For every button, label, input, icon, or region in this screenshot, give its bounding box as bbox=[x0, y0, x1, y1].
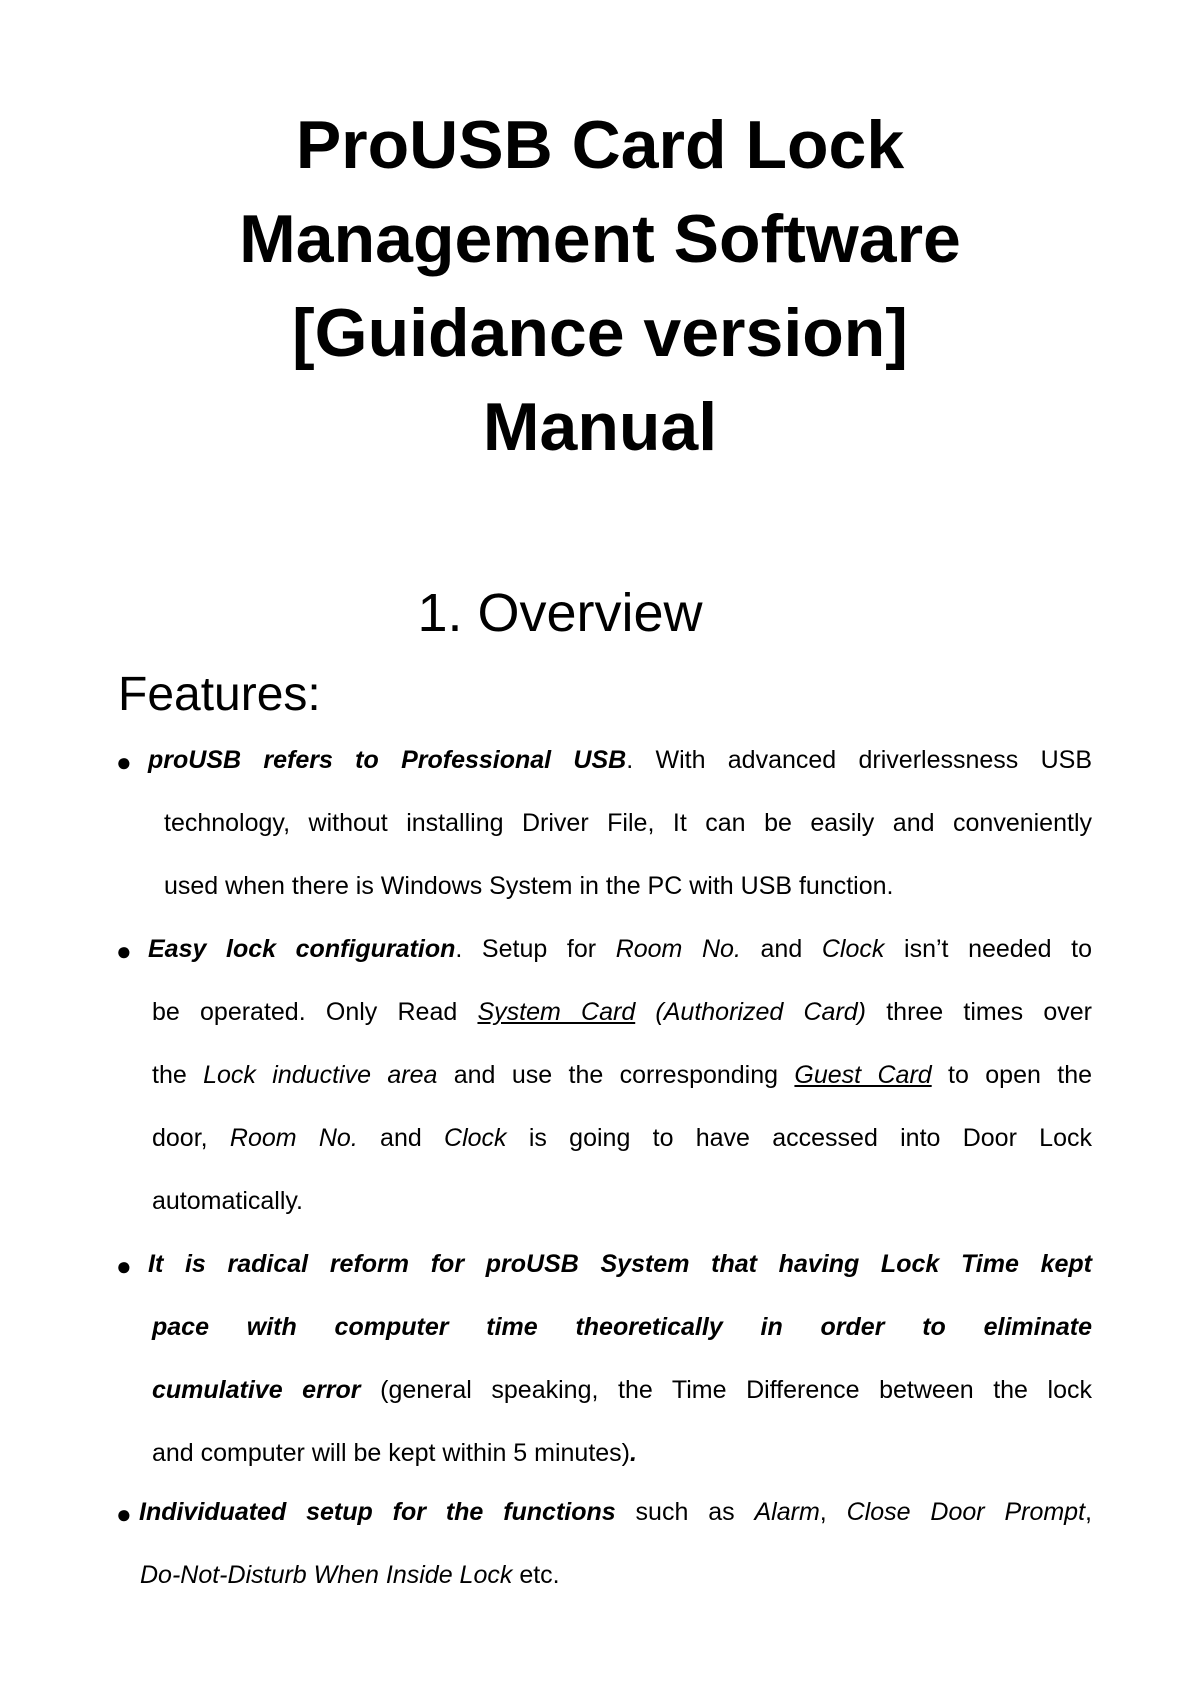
text-segment: such as bbox=[615, 1498, 755, 1526]
bullet-3-line-1 bbox=[148, 1244, 1092, 1284]
text-segment: is going to have accessed into Door Lock bbox=[506, 1124, 1092, 1152]
text-segment: used when there is Windows System in the PC with USB function. bbox=[164, 872, 894, 900]
features-subheading: Features: bbox=[118, 668, 321, 721]
text-segment: isn’t needed to bbox=[884, 935, 1092, 963]
title-line: ProUSB Card Lock bbox=[295, 107, 905, 183]
text-segment: Alarm bbox=[754, 1498, 820, 1526]
text-segment: Do-Not-Disturb When Inside Lock bbox=[140, 1561, 513, 1589]
text-segment: etc. bbox=[512, 1561, 560, 1589]
text-segment: , bbox=[1085, 1498, 1092, 1526]
text-segment: . Setup for bbox=[455, 935, 616, 963]
text-segment: Room No. bbox=[229, 1124, 358, 1152]
text-segment: and bbox=[740, 935, 822, 963]
text-segment: Lock inductive area bbox=[203, 1061, 438, 1089]
text-segment: automatically. bbox=[152, 1187, 303, 1215]
text-segment: Clock bbox=[444, 1124, 507, 1152]
text-segment: be operated. Only Read bbox=[152, 998, 478, 1026]
text-segment: three times over bbox=[866, 998, 1092, 1026]
bullet-2-line-1 bbox=[148, 929, 1092, 969]
text-segment: pace with computer time theoretically in order to eliminate bbox=[152, 1313, 1092, 1341]
bullet-4-line-2 bbox=[140, 1555, 560, 1595]
text-segment: , bbox=[819, 1498, 847, 1526]
bullet-icon: ● bbox=[116, 936, 132, 966]
text-segment: (general speaking, the Time Difference between the lock bbox=[360, 1376, 1092, 1404]
bullet-3-line-2 bbox=[152, 1307, 1092, 1347]
bullet-1-line-1 bbox=[148, 740, 1092, 780]
text-segment: Clock bbox=[821, 935, 885, 963]
bullet-icon: ● bbox=[116, 747, 132, 777]
bullet-3-line-4 bbox=[152, 1433, 637, 1473]
bullet-1-line-2 bbox=[164, 803, 1092, 843]
text-segment: and computer will be kept within 5 minutes) bbox=[152, 1439, 631, 1467]
text-segment: (Authorized Card) bbox=[635, 998, 867, 1026]
text-segment: and bbox=[357, 1124, 445, 1152]
text-segment: Close Door Prompt bbox=[846, 1498, 1086, 1526]
text-segment: cumulative error bbox=[152, 1376, 361, 1404]
text-segment: It is radical reform for proUSB System that having Lock Time kept bbox=[148, 1250, 1092, 1278]
text-segment: proUSB refers to Professional USB bbox=[148, 746, 627, 774]
title-line: [Guidance version] bbox=[292, 295, 908, 371]
bullet-icon: ● bbox=[116, 1499, 132, 1529]
bullet-icon: ● bbox=[116, 1251, 132, 1281]
text-segment: the bbox=[152, 1061, 204, 1089]
text-segment: door, bbox=[152, 1124, 230, 1152]
bullet-2-line-3 bbox=[152, 1055, 1092, 1095]
text-segment: Room No. bbox=[615, 935, 741, 963]
text-segment: . With advanced driverlessness USB bbox=[626, 746, 1092, 774]
bullet-1-line-3 bbox=[164, 866, 894, 906]
text-segment: Easy lock configuration bbox=[148, 935, 456, 963]
section-heading: 1. Overview bbox=[417, 583, 703, 643]
text-segment: to open the bbox=[931, 1061, 1093, 1089]
text-segment: technology, without installing Driver File, It can be easily and conveniently bbox=[164, 809, 1092, 837]
text-segment: and use the corresponding bbox=[437, 1061, 795, 1089]
bullet-2-line-4 bbox=[152, 1118, 1092, 1158]
title-line: Manual bbox=[482, 389, 718, 465]
system-card-link-text: System Card bbox=[477, 998, 636, 1026]
document-title bbox=[0, 98, 1200, 474]
text-segment: . bbox=[630, 1439, 637, 1467]
text-segment: Individuated setup for the functions bbox=[139, 1498, 616, 1526]
bullet-3-line-3 bbox=[152, 1370, 1092, 1410]
title-line: Management Software bbox=[239, 201, 961, 277]
bullet-4-line-1 bbox=[139, 1492, 1092, 1532]
bullet-2-line-2 bbox=[152, 992, 1092, 1032]
guest-card-link-text: Guest Card bbox=[794, 1061, 932, 1089]
bullet-2-line-5 bbox=[152, 1181, 303, 1221]
